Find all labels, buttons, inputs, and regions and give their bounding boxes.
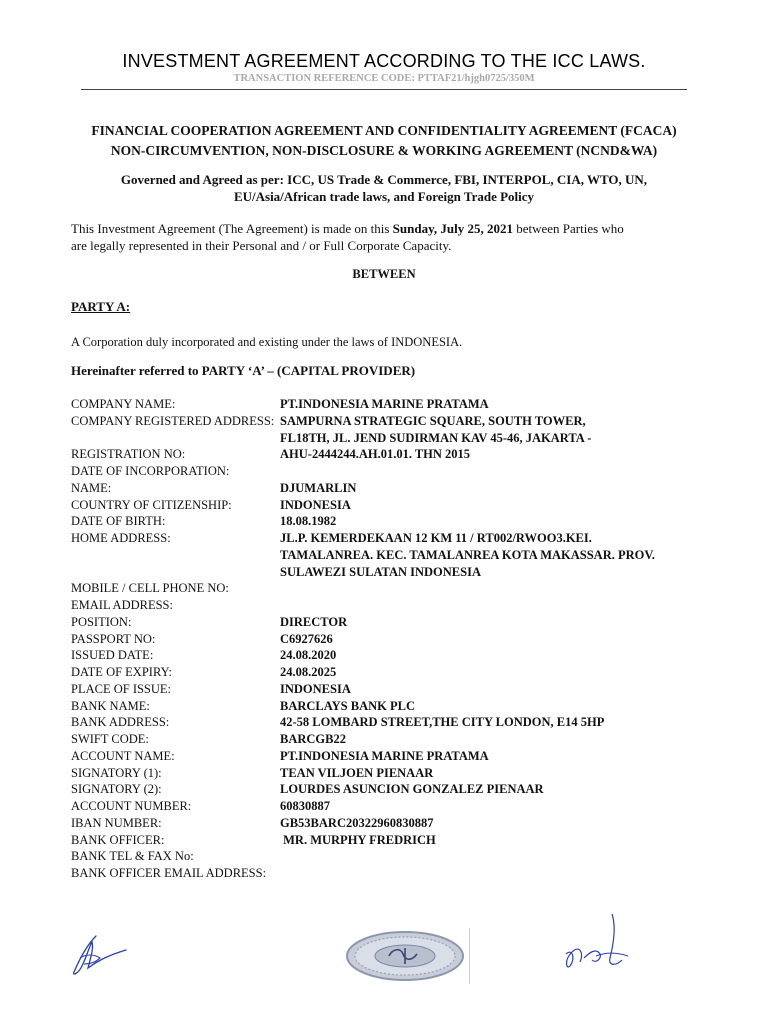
detail-row: [71, 865, 711, 882]
detail-value: AHU-2444244.AH.01.01. THN 2015: [280, 447, 471, 462]
detail-row: [71, 614, 711, 631]
header-divider: [81, 89, 687, 90]
detail-label: DATE OF EXPIRY:: [71, 665, 172, 679]
intro-text: This Investment Agreement (The Agreement) is made on this: [71, 221, 393, 236]
corporation-statement: A Corporation duly incorporated and existing under the laws of INDONESIA.: [71, 335, 463, 349]
detail-label: COUNTRY OF CITIZENSHIP:: [71, 497, 232, 512]
detail-value: C6927626: [280, 631, 333, 646]
detail-value: PT.INDONESIA MARINE PRATAMA: [280, 748, 489, 763]
detail-value: LOURDES ASUNCION GONZALEZ PIENAAR: [280, 782, 544, 797]
detail-label: MOBILE / CELL PHONE NO:: [71, 581, 229, 596]
document-title: INVESTMENT AGREEMENT ACCORDING TO THE ICC LAWS.: [122, 51, 646, 71]
detail-row: [71, 815, 711, 832]
agreement-heading-1: FINANCIAL COOPERATION AGREEMENT AND CONFIDENTIALITY AGREEMENT (FCACA): [91, 123, 677, 138]
detail-value: 42-58 LOMBARD STREET,THE CITY LONDON, E14 5HP: [280, 715, 605, 730]
agreement-date: Sunday, July 25, 2021: [392, 221, 513, 236]
intro-line-2: are legally represented in their Personal and / or Full Corporate Capacity.: [71, 238, 452, 253]
detail-label: EMAIL ADDRESS:: [71, 598, 173, 612]
agreement-heading-2: NON-CIRCUMVENTION, NON-DISCLOSURE & WORKING AGREEMENT (NCND&WA): [110, 143, 658, 158]
detail-row: [71, 731, 711, 748]
detail-label: COMPANY NAME:: [71, 397, 176, 411]
detail-value: BARCLAYS BANK PLC: [280, 698, 415, 713]
detail-label: PASSPORT NO:: [71, 631, 156, 646]
detail-label: DATE OF BIRTH:: [71, 514, 166, 529]
detail-row: [71, 781, 711, 798]
detail-row: [71, 497, 711, 514]
detail-label: IBAN NUMBER:: [71, 815, 162, 830]
detail-label: ACCOUNT NAME:: [71, 748, 175, 763]
detail-label: COMPANY REGISTERED ADDRESS:: [71, 413, 275, 428]
detail-value: MR. MURPHY FREDRICH: [280, 832, 436, 847]
detail-label: PLACE OF ISSUE:: [71, 681, 172, 696]
detail-label: BANK OFFICER:: [71, 832, 165, 847]
transaction-reference: TRANSACTION REFERENCE CODE: PTTAF21/hjgh0725/350M: [233, 73, 535, 84]
detail-value: GB53BARC20322960830887: [280, 815, 434, 830]
intro-paragraph: [71, 220, 711, 254]
detail-label: ISSUED DATE:: [71, 648, 154, 663]
detail-value: INDONESIA: [280, 681, 351, 696]
detail-row: [71, 848, 711, 865]
detail-row: [71, 681, 711, 698]
detail-label: ACCOUNT NUMBER:: [71, 799, 192, 813]
detail-label: BANK TEL & FAX No:: [71, 849, 194, 864]
company-seal-icon: [345, 930, 469, 982]
governed-line-2: EU/Asia/African trade laws, and Foreign Trade Policy: [233, 189, 535, 204]
detail-label: BANK ADDRESS:: [71, 715, 170, 730]
signature-right-icon: [556, 908, 632, 978]
detail-value: JL.P. KEMERDEKAAN 12 KM 11 / RT002/RWOO3.KEI. TAMALANREA. KEC. TAMALANREA KOTA MAKASSAR. PROV. SULAWEZI SULATAN INDONESIA: [280, 531, 655, 579]
detail-value: 24.08.2025: [280, 665, 337, 679]
detail-value: 60830887: [280, 799, 330, 813]
detail-label: SWIFT CODE:: [71, 732, 149, 746]
detail-row: [71, 446, 711, 463]
detail-value: DIRECTOR: [280, 614, 348, 629]
detail-row: [71, 480, 711, 497]
detail-label: NAME:: [71, 480, 112, 495]
detail-row: [71, 597, 711, 614]
hereinafter-statement: Hereinafter referred to PARTY ‘A’ – (CAPITAL PROVIDER): [71, 363, 416, 378]
detail-label: BANK NAME:: [71, 698, 150, 713]
detail-row: [71, 580, 711, 597]
detail-row: [71, 664, 711, 681]
detail-value: 18.08.1982: [280, 514, 337, 529]
detail-row: [71, 765, 711, 782]
detail-row: [71, 714, 711, 731]
detail-row: [71, 413, 711, 447]
detail-value: INDONESIA: [280, 497, 351, 512]
signature-left-icon: [66, 928, 132, 978]
detail-row: [71, 647, 711, 664]
detail-label: HOME ADDRESS:: [71, 531, 171, 545]
party-details-table: [71, 396, 711, 882]
detail-row: [71, 463, 711, 480]
detail-row: [71, 798, 711, 815]
detail-label: REGISTRATION NO:: [71, 447, 186, 462]
detail-row: [71, 832, 711, 849]
detail-value: DJUMARLIN: [280, 480, 357, 495]
detail-row: [71, 513, 711, 530]
seal-divider: [469, 928, 470, 984]
detail-value: SAMPURNA STRATEGIC SQUARE, SOUTH TOWER, FL18TH, JL. JEND SUDIRMAN KAV 45-46, JAKARTA -: [280, 413, 592, 445]
intro-text-end: between Parties who: [512, 221, 624, 236]
detail-row: [71, 748, 711, 765]
detail-row: [71, 530, 711, 580]
detail-row: [71, 396, 711, 413]
detail-value: PT.INDONESIA MARINE PRATAMA: [280, 397, 489, 411]
party-a-heading: PARTY A:: [71, 299, 131, 314]
detail-label: POSITION:: [71, 614, 132, 629]
detail-label: BANK OFFICER EMAIL ADDRESS:: [71, 866, 267, 880]
detail-label: SIGNATORY (1):: [71, 765, 162, 780]
between-heading: BETWEEN: [352, 267, 416, 281]
detail-value: TEAN VILJOEN PIENAAR: [280, 765, 434, 780]
detail-row: [71, 698, 711, 715]
detail-value: BARCGB22: [280, 732, 346, 746]
detail-row: [71, 631, 711, 648]
detail-label: SIGNATORY (2):: [71, 782, 162, 797]
detail-label: DATE OF INCORPORATION:: [71, 464, 230, 478]
governed-line-1: Governed and Agreed as per: ICC, US Trade & Commerce, FBI, INTERPOL, CIA, WTO, UN,: [120, 172, 648, 187]
detail-value: 24.08.2020: [280, 648, 337, 663]
